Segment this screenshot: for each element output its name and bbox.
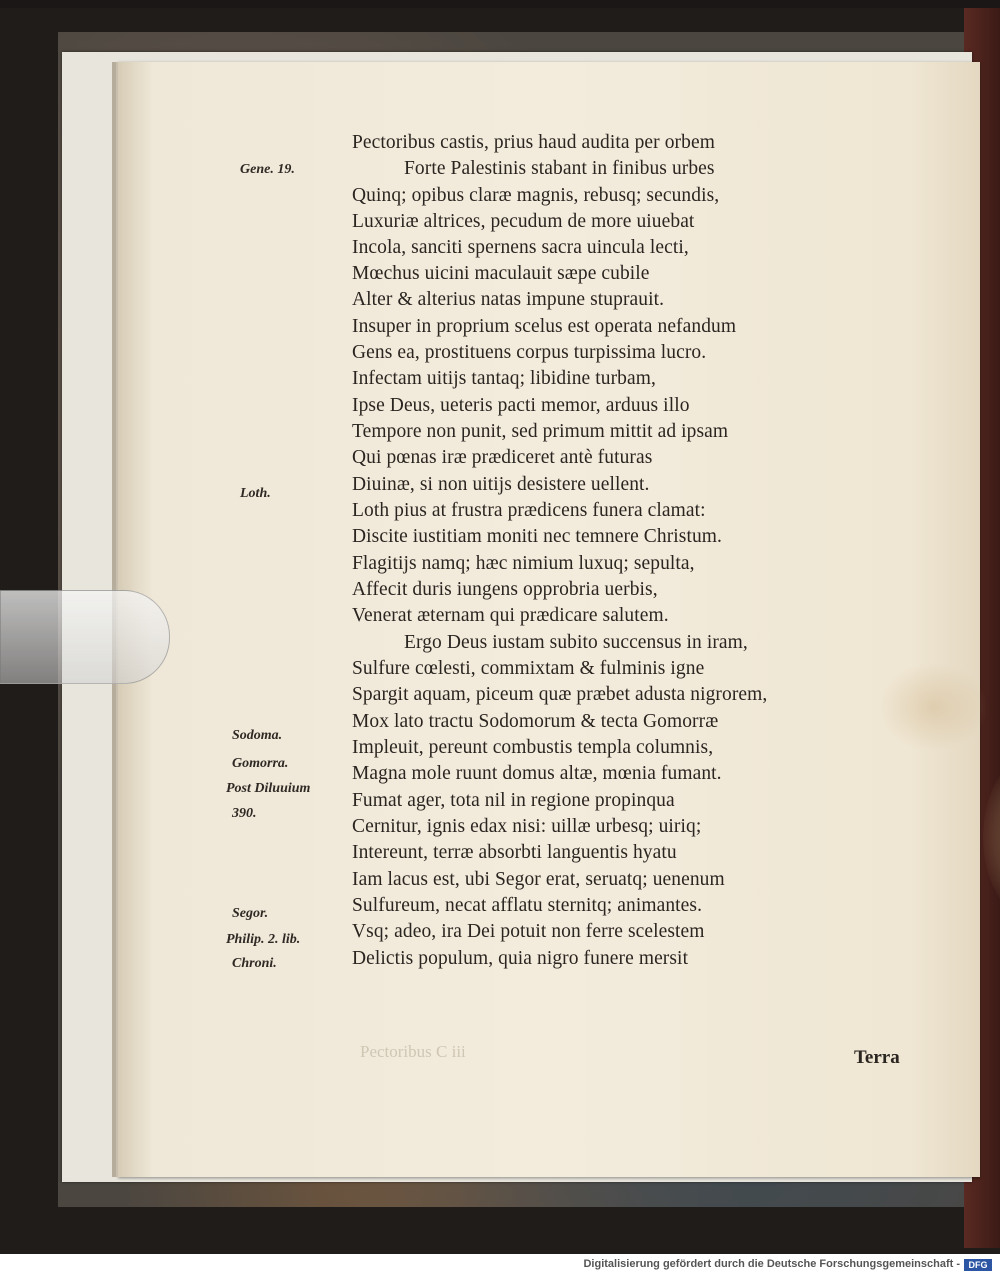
margin-note-gene: Gene. 19. xyxy=(240,162,295,177)
margin-note-chroni: Chroni. xyxy=(232,956,277,971)
verse-line: Venerat æternam qui prædicare salutem. xyxy=(352,604,669,626)
verse-line: Mox lato tractu Sodomorum & tecta Gomorræ xyxy=(352,710,719,732)
verse-line: Sulfure cœlesti, commixtam & fulminis igne xyxy=(352,657,705,679)
verse-line: Sulfureum, necat afflatu sternitq; animantes. xyxy=(352,894,703,916)
page-clip xyxy=(0,590,170,684)
margin-note-year: 390. xyxy=(232,806,257,821)
verse-line: Fumat ager, tota nil in regione propinqua xyxy=(352,789,675,811)
verse-line: Incola, sanciti spernens sacra uincula lecti, xyxy=(352,236,689,258)
margin-note-loth: Loth. xyxy=(240,486,271,501)
verse-line: Mœchus uicini maculauit sæpe cubile xyxy=(352,262,650,284)
verse-line: Tempore non punit, sed primum mittit ad ipsam xyxy=(352,420,729,442)
verse-line: Magna mole ruunt domus altæ, mœnia fumant. xyxy=(352,762,722,784)
verse-line: Alter & alterius natas impune stuprauit. xyxy=(352,288,665,310)
margin-note-philip: Philip. 2. lib. xyxy=(226,932,301,947)
verse-line: Luxuriæ altrices, pecudum de more uiuebat xyxy=(352,210,695,232)
bleed-through-text: Pectoribus C iii xyxy=(360,1042,466,1061)
verse-line: Pectoribus castis, prius haud audita per orbem xyxy=(352,131,715,153)
verse-line: Intereunt, terræ absorbti languentis hyatu xyxy=(352,841,677,863)
verse-line: Flagitijs namq; hæc nimium luxuq; sepulta, xyxy=(352,552,695,574)
verse-line: Ergo Deus iustam subito succensus in iram, xyxy=(404,631,748,653)
verse-line: Qui pœnas iræ prædiceret antè futuras xyxy=(352,446,653,468)
verse-line: Diuinæ, si non uitijs desistere uellent. xyxy=(352,473,650,495)
verse-line: Quinq; opibus claræ magnis, rebusq; secundis, xyxy=(352,184,720,206)
verse-line: Vsq; adeo, ira Dei potuit non ferre scelestem xyxy=(352,920,705,942)
margin-note-gomorra: Gomorra. xyxy=(232,756,289,771)
verse-line: Iam lacus est, ubi Segor erat, seruatq; uenenum xyxy=(352,868,725,890)
dfg-logo: DFG xyxy=(964,1259,992,1271)
footer-credit: Digitalisierung gefördert durch die Deutsche Forschungsgemeinschaft - xyxy=(583,1258,960,1270)
margin-note-post-diluuium: Post Diluuium xyxy=(226,781,311,796)
verse-line: Delictis populum, quia nigro funere mersit xyxy=(352,947,689,969)
verse-line: Discite iustitiam moniti nec temnere Christum. xyxy=(352,525,723,547)
verse-line: Impleuit, pereunt combustis templa columnis, xyxy=(352,736,714,758)
verse-line: Affecit duris iungens opprobria uerbis, xyxy=(352,578,658,600)
verse-line: Loth pius at frustra prædicens funera clamat: xyxy=(352,499,706,521)
margin-note-segor: Segor. xyxy=(232,906,269,921)
verse-line: Spargit aquam, piceum quæ præbet adusta nigrorem, xyxy=(352,683,768,705)
verse-line: Infectam uitijs tantaq; libidine turbam, xyxy=(352,367,656,389)
margin-note-sodoma: Sodoma. xyxy=(232,728,283,743)
catchword: Terra xyxy=(854,1047,900,1068)
verse-line: Forte Palestinis stabant in finibus urbes xyxy=(404,157,715,179)
verse-line: Cernitur, ignis edax nisi: uillæ urbesq; uiriq; xyxy=(352,815,702,837)
verse-line: Gens ea, prostituens corpus turpissima lucro. xyxy=(352,341,707,363)
verse-line: Ipse Deus, ueteris pacti memor, arduus illo xyxy=(352,394,690,416)
verse-line: Insuper in proprium scelus est operata nefandum xyxy=(352,315,737,337)
